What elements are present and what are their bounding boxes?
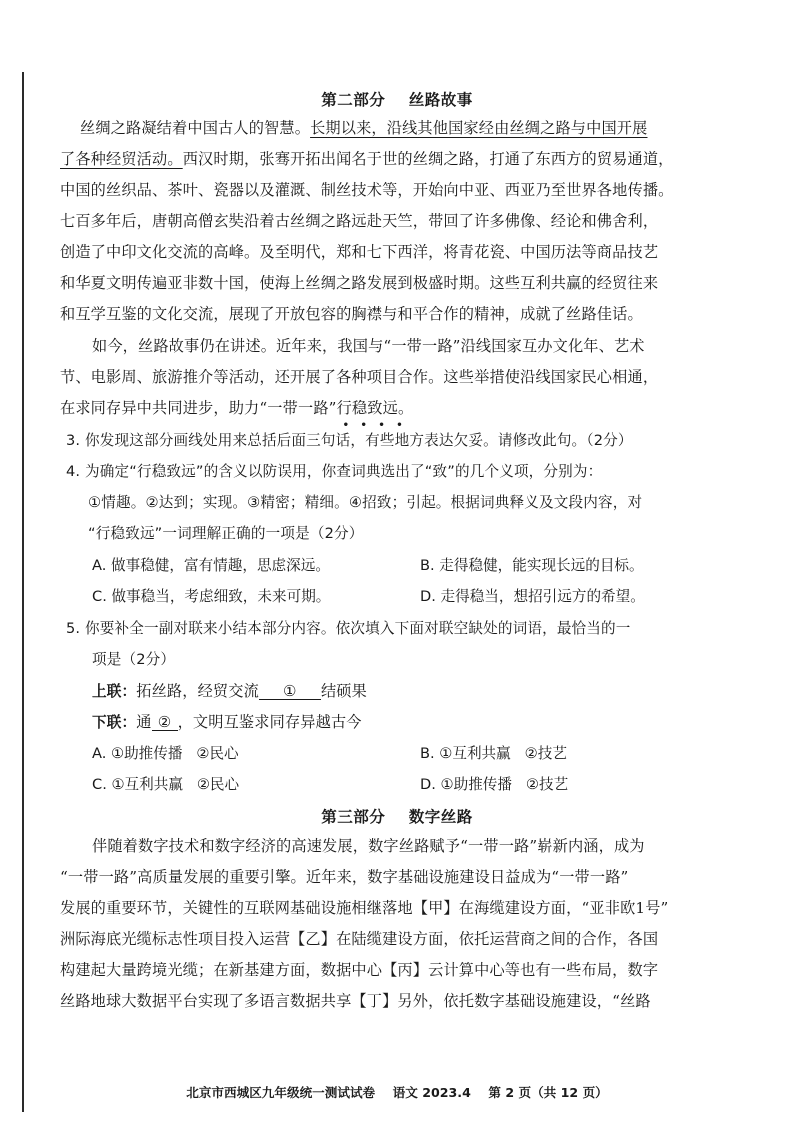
couplet-upper-label: 上联： [92,683,137,700]
emphasized-phrase [336,399,415,431]
couplet-lower-text: 通 [136,713,152,731]
section2-heading: 第二部分 丝路故事 [321,91,473,109]
section3-line-3: 发展的重要环节，关键性的互联网基础设施相继落地【甲】在海缆建设方面，“亚非欧1号” [60,899,669,917]
question-4-line-3: “行稳致远”一词理解正确的一项是（2分） [88,525,364,542]
para2-line-3-text: 在求同存异中共同进步，助力“一带一路” [60,399,337,417]
couplet-blank-1: ① [259,683,321,700]
question-3: 3. 你发现这部分画线处用来总括后面三句话，有些地方表达欠妥。请修改此句。（2分） [66,432,633,449]
para2-line-2: 节、电影周、旅游推介等活动，还开展了各种项目合作。这些举措使沿线国家民心相通， [60,368,659,386]
underlined-summary-sentence: 长期以来，沿线其他国家经由丝绸之路与中国开展 [310,119,648,137]
question-4-line-1: 4. 为确定“行稳致远”的含义以防误用，你查词典选出了“致”的几个义项，分别为： [66,463,603,480]
couplet-lower-label: 下联： [92,714,137,731]
section3-line-5: 构建起大量跨境光缆；在新基建方面，数据中心【丙】云计算中心等也有一些布局，数字 [60,961,659,979]
q4-option-d: D. 走得稳当，想招引远方的希望。 [420,588,645,605]
para2-line-3-end: 。 [397,399,414,417]
q5-option-d: D. ①助推传播 ②技艺 [420,776,569,793]
para1-line-4: 七百多年后，唐朝高僧玄奘沿着古丝绸之路远赴天竺，带回了许多佛像、经论和佛舍利， [60,212,659,230]
underlined-summary-sentence-end: 了各种经贸活动。 [60,150,183,168]
couplet-lower-end: ，文明互鉴求同存异越古今 [177,713,362,731]
question-5-line-1: 5. 你要补全一副对联来小结本部分内容。依次填入下面对联空缺处的词语，最恰当的一 [66,620,631,637]
q4-option-c: C. 做事稳当，考虑细致，未来可期。 [92,588,331,605]
para2-line-3 [60,398,415,431]
couplet-upper-text: 拓丝路，经贸交流 [136,682,259,700]
para1-line-1-text: 丝绸之路凝结着中国古人的智慧。 [80,119,311,137]
question-5-line-2: 项是（2分） [92,651,176,668]
couplet-lower [92,712,362,733]
para1-line-3: 中国的丝织品、茶叶、瓷器以及灌溉、制丝技术等，开始向中亚、西亚乃至世界各地传播。 [60,181,674,199]
q4-option-b: B. 走得稳健，能实现长远的目标。 [420,557,644,574]
para1-line-7: 和互学互鉴的文化交流，展现了开放包容的胸襟与和平合作的精神，成就了丝路佳话。 [60,305,643,323]
emphasized-phrase-text: 行稳致远 [336,399,398,417]
q5-option-b: B. ①互利共赢 ②技艺 [420,745,567,762]
question-4-line-2: ①情趣。②达到；实现。③精密；精细。④招致；引起。根据词典释义及文段内容，对 [88,494,643,511]
q4-option-a: A. 做事稳健，富有情趣，思虑深远。 [92,557,330,574]
para1-line-2 [60,149,674,169]
couplet-upper [92,681,367,702]
para1-line-5: 创造了中印文化交流的高峰。及至明代，郑和七下西洋，将青花瓷、中国历法等商品技艺 [60,243,659,261]
couplet-blank-2: ② [152,714,178,731]
section3-line-1: 伴随着数字技术和数字经济的高速发展，数字丝路赋予“一带一路”崭新内涵，成为 [92,837,645,855]
page-footer: 北京市西城区九年级统一测试试卷 语文 2023.4 第 2 页（共 12 页） [186,1085,608,1100]
para1-line-2-text: 西汉时期，张骞开拓出闻名于世的丝绸之路，打通了东西方的贸易通道， [182,150,674,168]
q5-option-c: C. ①互利共赢 ②民心 [92,776,240,793]
section3-line-4: 洲际海底光缆标志性项目投入运营【乙】在陆缆建设方面，依托运营商之间的合作，各国 [60,930,659,948]
emphasis-dots: •••• [342,420,415,431]
q5-option-a: A. ①助推传播 ②民心 [92,745,239,762]
section3-heading: 第三部分 数字丝路 [321,808,473,826]
section3-line-2: “一带一路”高质量发展的重要引擎。近年来，数字基础设施建设日益成为“一带一路” [60,868,629,886]
binding-margin-line [22,72,24,1112]
couplet-upper-end: 结硕果 [320,682,367,700]
section3-line-6: 丝路地球大数据平台实现了多语言数据共享【丁】另外，依托数字基础设施建设，“丝路 [60,992,651,1010]
para1-line-1 [80,118,648,138]
para1-line-6: 和华夏文明传遍亚非数十国，使海上丝绸之路发展到极盛时期。这些互利共赢的经贸往来 [60,274,659,292]
para2-line-1: 如今，丝路故事仍在讲述。近年来，我国与“一带一路”沿线国家互办文化年、艺术 [92,337,645,355]
